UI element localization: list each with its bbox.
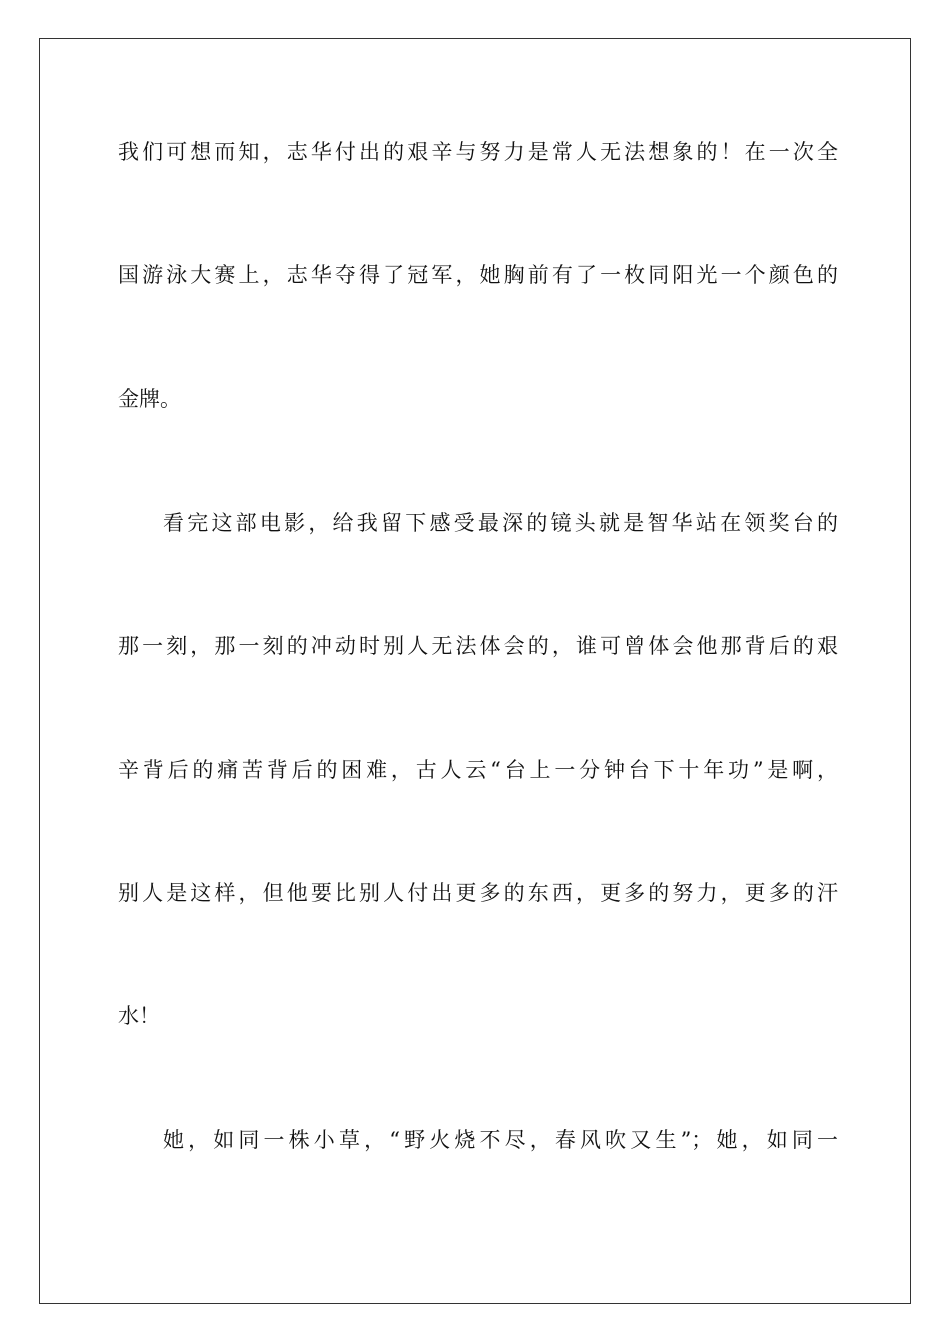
paragraph-first-line: 她，如同一株小草，“野火烧不尽，春风吹又生”；她，如同一 (163, 1128, 838, 1152)
page-border (39, 38, 911, 1304)
text-line: 别人是这样，但他要比别人付出更多的东西，更多的努力，更多的汗 (118, 881, 838, 905)
text-line: 辛背后的痛苦背后的困难，古人云“台上一分钟台下十年功”是啊， (118, 758, 838, 782)
text-line: 我们可想而知，志华付出的艰辛与努力是常人无法想象的！在一次全 (118, 140, 838, 164)
text-line: 那一刻，那一刻的冲动时别人无法体会的，谁可曾体会他那背后的艰 (118, 634, 838, 658)
text-line: 金牌。 (118, 387, 181, 411)
text-line: 水！ (118, 1004, 160, 1028)
paragraph-first-line: 看完这部电影，给我留下感受最深的镜头就是智华站在领奖台的 (163, 511, 838, 535)
text-line: 国游泳大赛上，志华夺得了冠军，她胸前有了一枚同阳光一个颜色的 (118, 263, 838, 287)
